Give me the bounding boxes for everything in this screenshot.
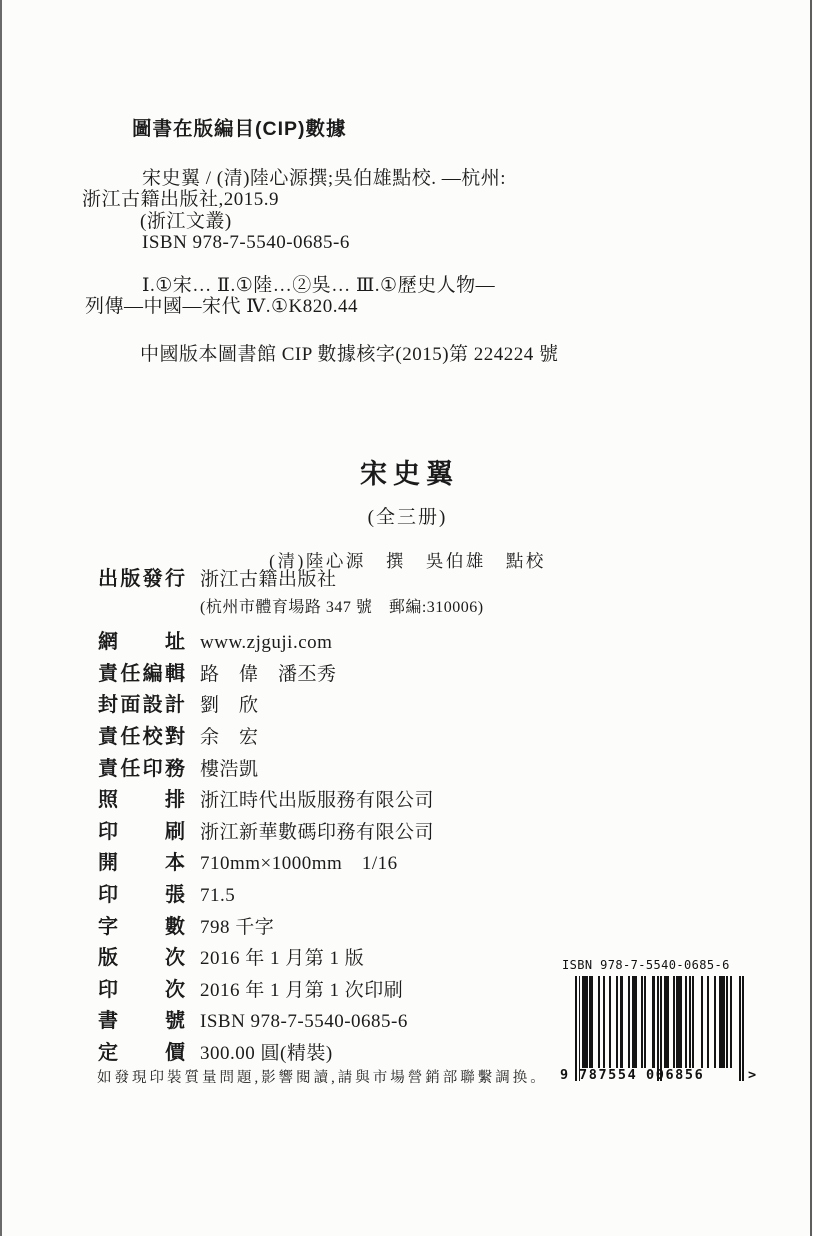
table-row <box>98 783 658 812</box>
barcode-digits <box>560 1067 758 1085</box>
cip-record-number-line: 中國版本圖書館 CIP 數據核字(2015)第 224224 號 <box>140 343 559 365</box>
table-row <box>98 910 658 938</box>
row-label: 封面設計 <box>98 694 185 717</box>
volume-note: (全三册) <box>367 507 448 528</box>
cip-block <box>82 119 682 365</box>
table-row <box>98 720 658 748</box>
row-value: 浙江古籍出版社 <box>200 569 337 590</box>
table-row <box>98 846 658 875</box>
table-row <box>98 878 658 906</box>
table-row <box>98 688 658 717</box>
table-row <box>98 657 658 685</box>
publisher-address: (杭州市體育場路 347 號 郵編:310006) <box>200 598 484 616</box>
barcode-digit-first: 9 <box>560 1067 570 1083</box>
row-value: 710mm×1000mm 1/16 <box>200 853 398 875</box>
cip-heading: 圖書在版編目(CIP)數據 <box>132 118 347 140</box>
row-value: 浙江時代出版服務有限公司 <box>200 790 435 812</box>
title-block <box>0 452 813 573</box>
author-line: (清)陸心源 撰 吳伯雄 點校 <box>269 551 546 571</box>
cip-line: 宋史翼 / (清)陸心源撰;吳伯雄點校. —杭州: <box>142 167 506 189</box>
row-label: 印刷 <box>98 820 185 843</box>
row-value: 300.00 圓(精裝) <box>200 1042 333 1064</box>
row-label: 印張 <box>98 883 185 906</box>
book-title: 宋史翼 <box>360 459 459 489</box>
table-row <box>98 562 658 590</box>
isbn-barcode <box>562 958 772 1090</box>
row-label: 開本 <box>98 852 185 875</box>
row-value: 2016 年 1 月第 1 次印刷 <box>200 979 404 1001</box>
quality-note: 如發現印裝質量問題,影響閱讀,請與市場營銷部聯繫調换。 <box>97 1070 548 1086</box>
row-value: 71.5 <box>200 884 236 906</box>
row-value: 2016 年 1 月第 1 版 <box>200 948 365 970</box>
table-row <box>98 815 658 843</box>
barcode-bars <box>575 976 745 1081</box>
row-label: 照排 <box>98 789 185 812</box>
row-label: 定價 <box>98 1041 185 1064</box>
barcode-digit-group-left: 787554 <box>579 1067 638 1083</box>
row-value: 劉 欣 <box>200 695 259 717</box>
row-label: 責任印務 <box>98 757 185 780</box>
cip-line: 浙江古籍出版社,2015.9 <box>82 189 280 210</box>
row-label: 網址 <box>98 631 185 654</box>
cip-classification-line: Ⅰ.①宋… Ⅱ.①陸…②吳… Ⅲ.①歷史人物— <box>142 274 496 296</box>
scan-edge-left <box>0 0 2 1236</box>
scan-edge-right <box>810 0 812 1236</box>
barcode-end-mark: > <box>748 1067 758 1083</box>
row-label: 出版發行 <box>98 568 185 590</box>
barcode-digit-group-right: 006856 <box>646 1067 705 1083</box>
row-value: 路 偉 潘丕秀 <box>200 663 337 685</box>
cip-isbn-line: ISBN 978-7-5540-0685-6 <box>142 232 350 253</box>
row-label: 字數 <box>98 915 185 938</box>
row-label: 版次 <box>98 947 185 970</box>
table-row <box>98 625 658 654</box>
row-label: 書號 <box>98 1010 185 1033</box>
cip-classification-line: 列傳—中國—宋代 Ⅳ.①K820.44 <box>85 296 358 317</box>
row-value: 樓浩凱 <box>200 758 259 780</box>
row-label: 責任校對 <box>98 725 185 748</box>
row-value: www.zjguji.com <box>200 632 333 654</box>
barcode-isbn-label: ISBN 978-7-5540-0685-6 <box>562 958 730 972</box>
table-row-address <box>98 594 658 614</box>
row-value: 浙江新華數碼印務有限公司 <box>200 821 435 843</box>
row-value: 798 千字 <box>200 916 275 938</box>
cip-line: (浙江文叢) <box>140 210 232 232</box>
row-value: 余 宏 <box>200 726 259 748</box>
row-label: 印次 <box>98 978 185 1001</box>
row-value: ISBN 978-7-5540-0685-6 <box>200 1011 408 1033</box>
table-row <box>98 752 658 780</box>
row-label: 責任編輯 <box>98 662 185 685</box>
